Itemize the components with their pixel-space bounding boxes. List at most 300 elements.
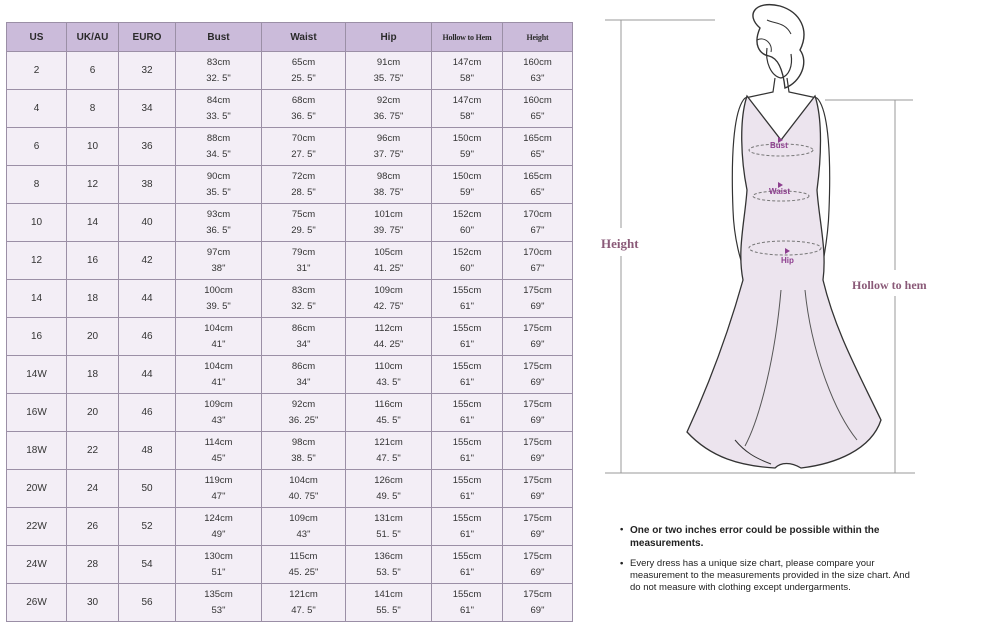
cell-uk: 12 — [67, 166, 119, 204]
cell-waist-inch: 36. 5" — [291, 110, 316, 122]
cell-us: 12 — [7, 242, 67, 280]
table-body — [7, 52, 573, 622]
cell-waist-cm: 86cm — [291, 360, 316, 372]
cell-height-inch: 69" — [530, 300, 545, 312]
cell-height-inch: 69" — [530, 414, 545, 426]
cell-waist-cm: 109cm — [289, 512, 318, 524]
cell-hollow-inch: 61" — [460, 452, 474, 464]
cell-hip-cm: 136cm — [374, 550, 403, 562]
cell-hip — [346, 90, 432, 128]
cell-waist — [262, 432, 346, 470]
table-row — [7, 470, 573, 508]
cell-waist-cm: 65cm — [291, 56, 316, 68]
cell-uk: 24 — [67, 470, 119, 508]
cell-hip-inch: 37. 75" — [373, 148, 404, 160]
cell-hip — [346, 242, 432, 280]
cell-hollow-inch: 61" — [460, 414, 474, 426]
cell-hip-cm: 126cm — [374, 474, 403, 486]
cell-height-cm: 175cm — [523, 588, 552, 600]
cell-height-cm: 175cm — [523, 398, 552, 410]
cell-height-cm: 165cm — [523, 132, 552, 144]
cell-hip-cm: 105cm — [374, 246, 403, 258]
cell-bust — [176, 280, 262, 318]
table-row — [7, 584, 573, 622]
cell-hollow — [432, 546, 503, 584]
cell-hollow-inch: 59" — [460, 148, 474, 160]
hollow-to-hem-label: Hollow to hem — [852, 278, 927, 292]
header-height: Height — [503, 23, 573, 52]
cell-height-cm: 165cm — [523, 170, 552, 182]
cell-us: 10 — [7, 204, 67, 242]
cell-hollow-inch: 61" — [460, 528, 474, 540]
bust-label: Bust — [770, 141, 788, 150]
cell-waist-inch: 38. 5" — [291, 452, 316, 464]
cell-height — [503, 52, 573, 90]
cell-waist-inch: 40. 75" — [288, 490, 319, 502]
hip-label: Hip — [781, 256, 794, 265]
cell-waist-inch: 43" — [296, 528, 311, 540]
cell-bust-cm: 90cm — [206, 170, 231, 182]
cell-bust — [176, 546, 262, 584]
cell-bust — [176, 508, 262, 546]
cell-euro: 46 — [119, 318, 176, 356]
cell-height — [503, 470, 573, 508]
cell-height — [503, 318, 573, 356]
cell-bust — [176, 166, 262, 204]
cell-us: 16W — [7, 394, 67, 432]
cell-hip — [346, 584, 432, 622]
cell-hollow-cm: 155cm — [452, 550, 482, 562]
cell-bust-inch: 33. 5" — [206, 110, 231, 122]
cell-euro: 36 — [119, 128, 176, 166]
cell-height-cm: 175cm — [523, 550, 552, 562]
table-row — [7, 508, 573, 546]
cell-waist-inch: 45. 25" — [288, 566, 319, 578]
cell-bust — [176, 90, 262, 128]
dress-figure-illustration — [595, 0, 989, 480]
cell-waist — [262, 280, 346, 318]
bullet-icon: • — [620, 524, 624, 535]
cell-height-cm: 160cm — [523, 56, 552, 68]
cell-hollow — [432, 90, 503, 128]
cell-height-cm: 170cm — [523, 246, 552, 258]
cell-waist-inch: 27. 5" — [291, 148, 316, 160]
cell-hip-cm: 96cm — [376, 132, 401, 144]
cell-euro: 50 — [119, 470, 176, 508]
cell-waist-inch: 28. 5" — [291, 186, 316, 198]
cell-bust-inch: 41" — [211, 338, 226, 350]
hair-curls — [757, 20, 791, 52]
cell-hollow-inch: 61" — [460, 338, 474, 350]
cell-hip — [346, 432, 432, 470]
neck-shoulders — [745, 78, 817, 98]
cell-hollow-cm: 155cm — [452, 588, 482, 600]
cell-bust-cm: 124cm — [204, 512, 233, 524]
cell-hollow — [432, 280, 503, 318]
cell-hip-cm: 116cm — [374, 398, 403, 410]
cell-hip-cm: 92cm — [376, 94, 401, 106]
cell-hollow-inch: 61" — [460, 376, 474, 388]
cell-euro: 56 — [119, 584, 176, 622]
cell-waist-cm: 72cm — [291, 170, 316, 182]
cell-hip — [346, 394, 432, 432]
table-row — [7, 280, 573, 318]
cell-bust — [176, 204, 262, 242]
cell-hip — [346, 52, 432, 90]
cell-hollow-cm: 155cm — [452, 360, 482, 372]
cell-hip-inch: 49. 5" — [376, 490, 401, 502]
cell-waist — [262, 52, 346, 90]
cell-waist — [262, 90, 346, 128]
cell-hip — [346, 128, 432, 166]
cell-height — [503, 242, 573, 280]
cell-bust-inch: 41" — [211, 376, 226, 388]
header-us: US — [7, 23, 67, 52]
cell-hollow-inch: 61" — [460, 566, 474, 578]
cell-bust-inch: 38" — [211, 262, 226, 274]
cell-us: 14W — [7, 356, 67, 394]
header-hollow-to-hem: Hollow to Hem — [432, 23, 503, 52]
cell-bust-inch: 32. 5" — [206, 72, 231, 84]
cell-bust-inch: 39. 5" — [206, 300, 231, 312]
cell-hollow — [432, 166, 503, 204]
cell-us: 24W — [7, 546, 67, 584]
size-chart-table-wrap — [6, 22, 572, 629]
cell-bust-cm: 100cm — [204, 284, 233, 296]
cell-hip-inch: 45. 5" — [376, 414, 401, 426]
cell-euro: 46 — [119, 394, 176, 432]
cell-waist-cm: 86cm — [291, 322, 316, 334]
cell-us: 2 — [7, 52, 67, 90]
cell-uk: 30 — [67, 584, 119, 622]
cell-euro: 54 — [119, 546, 176, 584]
cell-hollow — [432, 584, 503, 622]
cell-uk: 28 — [67, 546, 119, 584]
cell-bust-inch: 43" — [211, 414, 226, 426]
note-item — [620, 558, 920, 594]
cell-euro: 40 — [119, 204, 176, 242]
cell-hip-inch: 42. 75" — [373, 300, 404, 312]
table-header-row — [7, 23, 573, 52]
cell-hollow-cm: 155cm — [452, 474, 482, 486]
cell-waist — [262, 470, 346, 508]
cell-uk: 8 — [67, 90, 119, 128]
cell-bust-cm: 97cm — [206, 246, 231, 258]
header-uk: UK/AU — [67, 23, 119, 52]
cell-waist-cm: 98cm — [291, 436, 316, 448]
cell-height-inch: 69" — [530, 452, 545, 464]
cell-uk: 22 — [67, 432, 119, 470]
cell-waist-inch: 25. 5" — [291, 72, 316, 84]
cell-hip-inch: 53. 5" — [376, 566, 401, 578]
cell-hip-cm: 109cm — [374, 284, 403, 296]
waist-label: Waist — [769, 187, 791, 196]
cell-bust-inch: 53" — [211, 604, 226, 616]
cell-hip-cm: 98cm — [376, 170, 401, 182]
cell-height-cm: 175cm — [523, 474, 552, 486]
height-label: Height — [601, 236, 639, 251]
header-hip: Hip — [346, 23, 432, 52]
cell-us: 16 — [7, 318, 67, 356]
cell-hip-inch: 35. 75" — [373, 72, 404, 84]
cell-height-inch: 65" — [530, 148, 545, 160]
cell-bust — [176, 52, 262, 90]
cell-height-inch: 63" — [530, 72, 545, 84]
cell-waist-inch: 36. 25" — [288, 414, 319, 426]
cell-waist-cm: 115cm — [289, 550, 318, 562]
cell-waist-cm: 121cm — [289, 588, 318, 600]
cell-height — [503, 356, 573, 394]
cell-bust-cm: 130cm — [204, 550, 233, 562]
cell-euro: 34 — [119, 90, 176, 128]
cell-hollow-cm: 147cm — [452, 94, 482, 106]
cell-height — [503, 432, 573, 470]
table-row — [7, 432, 573, 470]
cell-hollow-cm: 155cm — [452, 512, 482, 524]
cell-height-inch: 69" — [530, 566, 545, 578]
cell-waist-cm: 68cm — [291, 94, 316, 106]
cell-bust — [176, 318, 262, 356]
cell-hip — [346, 204, 432, 242]
cell-hollow-cm: 150cm — [452, 170, 482, 182]
cell-waist — [262, 356, 346, 394]
measurement-diagram — [595, 0, 989, 480]
cell-height — [503, 394, 573, 432]
cell-bust — [176, 128, 262, 166]
cell-euro: 44 — [119, 280, 176, 318]
cell-bust-inch: 36. 5" — [206, 224, 231, 236]
cell-height — [503, 90, 573, 128]
cell-bust-cm: 93cm — [206, 208, 231, 220]
cell-uk: 14 — [67, 204, 119, 242]
cell-hollow-inch: 61" — [460, 604, 474, 616]
cell-bust-cm: 88cm — [206, 132, 231, 144]
cell-uk: 18 — [67, 280, 119, 318]
cell-hip-cm: 112cm — [374, 322, 403, 334]
cell-waist — [262, 242, 346, 280]
cell-height-inch: 69" — [530, 338, 545, 350]
size-chart-table — [6, 22, 573, 622]
cell-us: 22W — [7, 508, 67, 546]
cell-hip-inch: 51. 5" — [376, 528, 401, 540]
header-bust: Bust — [176, 23, 262, 52]
cell-waist — [262, 394, 346, 432]
cell-euro: 44 — [119, 356, 176, 394]
cell-height — [503, 584, 573, 622]
cell-hollow-cm: 152cm — [452, 246, 482, 258]
cell-bust-cm: 83cm — [206, 56, 231, 68]
cell-bust-inch: 51" — [211, 566, 226, 578]
note-compare-measurements: Every dress has a unique size chart, please compare your measurement to the measurements provided in the size chart. And do not measure with clothing except undergarments. — [630, 558, 910, 593]
cell-euro: 38 — [119, 166, 176, 204]
cell-us: 14 — [7, 280, 67, 318]
cell-hollow — [432, 432, 503, 470]
cell-hip-cm: 121cm — [374, 436, 403, 448]
cell-height — [503, 166, 573, 204]
cell-euro: 52 — [119, 508, 176, 546]
cell-hollow-inch: 60" — [460, 262, 474, 274]
cell-height-cm: 160cm — [523, 94, 552, 106]
note-item — [620, 524, 920, 550]
cell-bust-inch: 45" — [211, 452, 226, 464]
cell-waist — [262, 166, 346, 204]
cell-waist-cm: 70cm — [291, 132, 316, 144]
cell-hip-cm: 101cm — [374, 208, 403, 220]
cell-hollow — [432, 394, 503, 432]
cell-hollow — [432, 242, 503, 280]
cell-height-inch: 65" — [530, 186, 545, 198]
cell-hip-cm: 91cm — [376, 56, 401, 68]
cell-hollow — [432, 356, 503, 394]
cell-uk: 20 — [67, 394, 119, 432]
table-row — [7, 90, 573, 128]
cell-bust-cm: 104cm — [204, 360, 233, 372]
cell-hollow-cm: 147cm — [452, 56, 482, 68]
cell-hip-inch: 39. 75" — [373, 224, 404, 236]
cell-height-inch: 65" — [530, 110, 545, 122]
cell-hollow-inch: 61" — [460, 300, 474, 312]
cell-height-cm: 170cm — [523, 208, 552, 220]
cell-hip-inch: 38. 75" — [373, 186, 404, 198]
cell-bust — [176, 432, 262, 470]
cell-waist — [262, 128, 346, 166]
cell-hip — [346, 280, 432, 318]
cell-bust — [176, 470, 262, 508]
cell-hollow-inch: 58" — [460, 72, 474, 84]
cell-hip-cm: 110cm — [374, 360, 403, 372]
table-row — [7, 128, 573, 166]
cell-euro: 48 — [119, 432, 176, 470]
cell-hollow-inch: 59" — [460, 186, 474, 198]
cell-height-inch: 69" — [530, 490, 545, 502]
cell-hollow-inch: 60" — [460, 224, 474, 236]
cell-height-inch: 67" — [530, 262, 545, 274]
table-row — [7, 546, 573, 584]
cell-waist — [262, 508, 346, 546]
cell-height-cm: 175cm — [523, 284, 552, 296]
cell-hip-inch: 43. 5" — [376, 376, 401, 388]
cell-hollow — [432, 470, 503, 508]
cell-hip — [346, 470, 432, 508]
cell-euro: 32 — [119, 52, 176, 90]
table-row — [7, 52, 573, 90]
table-row — [7, 394, 573, 432]
cell-waist — [262, 584, 346, 622]
header-waist: Waist — [262, 23, 346, 52]
cell-hip — [346, 166, 432, 204]
cell-waist-cm: 104cm — [289, 474, 318, 486]
table-row — [7, 356, 573, 394]
cell-hollow-cm: 150cm — [452, 132, 482, 144]
cell-us: 8 — [7, 166, 67, 204]
cell-hollow-cm: 155cm — [452, 322, 482, 334]
cell-bust-cm: 109cm — [204, 398, 233, 410]
cell-bust-inch: 35. 5" — [206, 186, 231, 198]
cell-uk: 26 — [67, 508, 119, 546]
cell-waist — [262, 204, 346, 242]
cell-uk: 20 — [67, 318, 119, 356]
cell-hip-inch: 36. 75" — [373, 110, 404, 122]
measurement-notes — [620, 524, 920, 602]
cell-height — [503, 280, 573, 318]
cell-hip — [346, 508, 432, 546]
cell-uk: 16 — [67, 242, 119, 280]
cell-us: 26W — [7, 584, 67, 622]
cell-waist-inch: 34" — [296, 338, 311, 350]
cell-bust-cm: 119cm — [204, 474, 233, 486]
cell-us: 4 — [7, 90, 67, 128]
cell-hip-inch: 55. 5" — [376, 604, 401, 616]
cell-waist-inch: 29. 5" — [291, 224, 316, 236]
cell-waist — [262, 318, 346, 356]
cell-hollow — [432, 204, 503, 242]
cell-uk: 6 — [67, 52, 119, 90]
cell-hip-inch: 47. 5" — [376, 452, 401, 464]
cell-hip-inch: 44. 25" — [373, 338, 404, 350]
table-row — [7, 242, 573, 280]
cell-height — [503, 128, 573, 166]
header-euro: EURO — [119, 23, 176, 52]
cell-waist-inch: 34" — [296, 376, 311, 388]
cell-height-cm: 175cm — [523, 360, 552, 372]
cell-hip — [346, 318, 432, 356]
cell-hollow — [432, 318, 503, 356]
cell-bust-cm: 114cm — [204, 436, 233, 448]
cell-waist-inch: 31" — [296, 262, 311, 274]
cell-waist-inch: 47. 5" — [291, 604, 316, 616]
cell-hip — [346, 356, 432, 394]
cell-hollow-cm: 155cm — [452, 284, 482, 296]
cell-height — [503, 508, 573, 546]
cell-bust-inch: 49" — [211, 528, 226, 540]
cell-bust-inch: 34. 5" — [206, 148, 231, 160]
cell-us: 6 — [7, 128, 67, 166]
cell-height-inch: 69" — [530, 604, 545, 616]
cell-hollow-cm: 155cm — [452, 436, 482, 448]
cell-bust-cm: 84cm — [206, 94, 231, 106]
cell-height-cm: 175cm — [523, 512, 552, 524]
cell-waist-inch: 32. 5" — [291, 300, 316, 312]
cell-hollow-cm: 155cm — [452, 398, 482, 410]
note-error-margin: One or two inches error could be possible within the measurements. — [630, 525, 880, 549]
cell-height-cm: 175cm — [523, 322, 552, 334]
cell-hollow — [432, 52, 503, 90]
cell-euro: 42 — [119, 242, 176, 280]
cell-bust-inch: 47" — [211, 490, 226, 502]
cell-waist — [262, 546, 346, 584]
cell-height-cm: 175cm — [523, 436, 552, 448]
cell-height — [503, 204, 573, 242]
cell-waist-cm: 83cm — [291, 284, 316, 296]
cell-hollow-inch: 61" — [460, 490, 474, 502]
cell-hip — [346, 546, 432, 584]
cell-uk: 18 — [67, 356, 119, 394]
cell-waist-cm: 92cm — [291, 398, 316, 410]
cell-hip-inch: 41. 25" — [373, 262, 404, 274]
cell-height-inch: 69" — [530, 528, 545, 540]
cell-height-inch: 67" — [530, 224, 545, 236]
cell-height — [503, 546, 573, 584]
cell-hip-cm: 131cm — [374, 512, 403, 524]
bullet-icon: • — [620, 558, 624, 569]
cell-bust-cm: 135cm — [204, 588, 233, 600]
cell-us: 20W — [7, 470, 67, 508]
face-outline — [767, 48, 792, 78]
hair-outline — [753, 5, 804, 88]
table-row — [7, 318, 573, 356]
cell-bust-cm: 104cm — [204, 322, 233, 334]
cell-height-inch: 69" — [530, 376, 545, 388]
